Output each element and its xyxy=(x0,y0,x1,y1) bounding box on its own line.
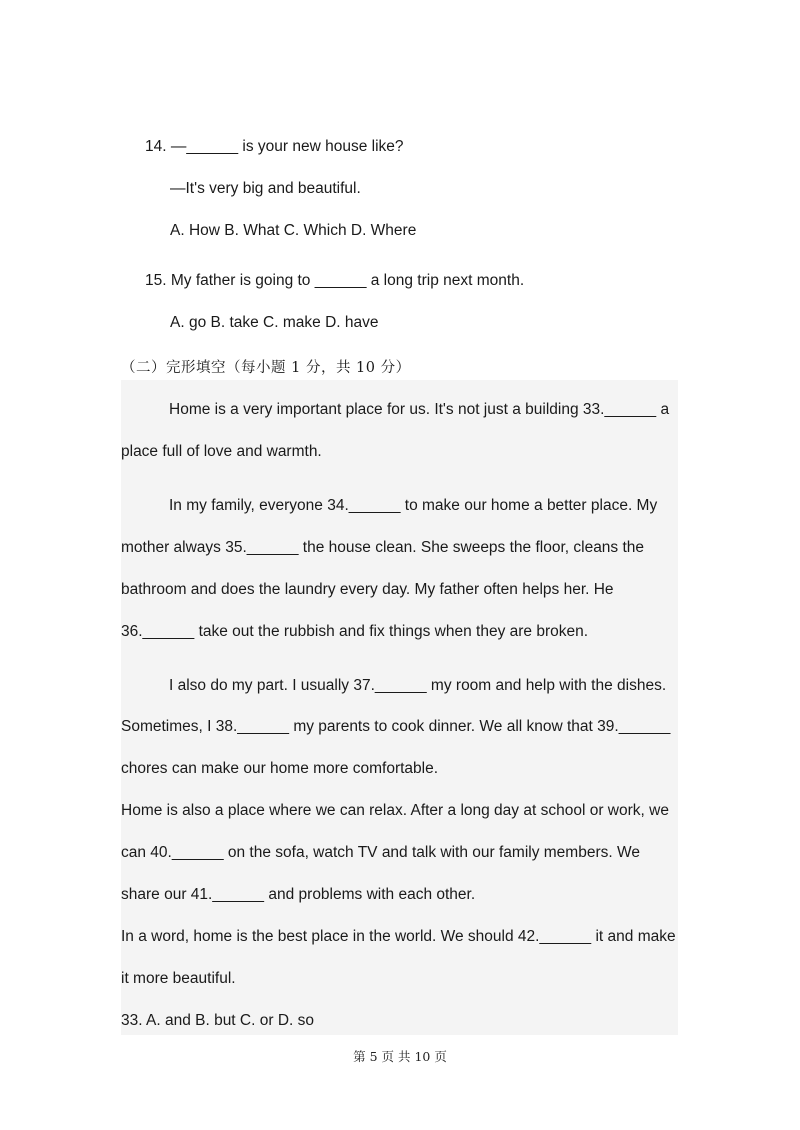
passage-line: place full of love and warmth. xyxy=(121,443,322,460)
passage-line: share our 41.______ and problems with each other. xyxy=(121,886,476,903)
question-33-options: 33. A. and B. but C. or D. so xyxy=(121,1012,314,1029)
question-14-stem: 14. —______ is your new house like? xyxy=(145,138,404,155)
passage-line: In my family, everyone 34.______ to make our home a better place. My xyxy=(169,497,658,514)
page-number: 第 5 页 共 10 页 xyxy=(353,1049,447,1064)
question-15-stem: 15. My father is going to ______ a long trip next month. xyxy=(145,272,525,289)
question-14-options: A. How B. What C. Which D. Where xyxy=(170,222,417,239)
passage-line: 36.______ take out the rubbish and fix things when they are broken. xyxy=(121,623,589,640)
passage-line: chores can make our home more comfortable. xyxy=(121,760,439,777)
section-title: （二）完形填空（每小题 1 分，共 10 分） xyxy=(121,360,411,376)
passage-line: mother always 35.______ the house clean. She sweeps the floor, cleans the xyxy=(121,539,645,556)
passage-line: Home is also a place where we can relax. After a long day at school or work, we xyxy=(121,802,669,819)
passage-line: In a word, home is the best place in the world. We should 42.______ it and make xyxy=(121,928,676,945)
passage-line: can 40.______ on the sofa, watch TV and talk with our family members. We xyxy=(121,844,640,861)
passage-line: Home is a very important place for us. It's not just a building 33.______ a xyxy=(169,401,670,418)
passage-line: it more beautiful. xyxy=(121,970,236,987)
passage-line: bathroom and does the laundry every day. My father often helps her. He xyxy=(121,581,614,598)
passage-line: I also do my part. I usually 37.______ my room and help with the dishes. xyxy=(169,677,667,694)
passage-line: Sometimes, I 38.______ my parents to cook dinner. We all know that 39.______ xyxy=(121,718,671,735)
question-14-reply: —It's very big and beautiful. xyxy=(170,180,361,197)
question-15-options: A. go B. take C. make D. have xyxy=(170,314,379,331)
